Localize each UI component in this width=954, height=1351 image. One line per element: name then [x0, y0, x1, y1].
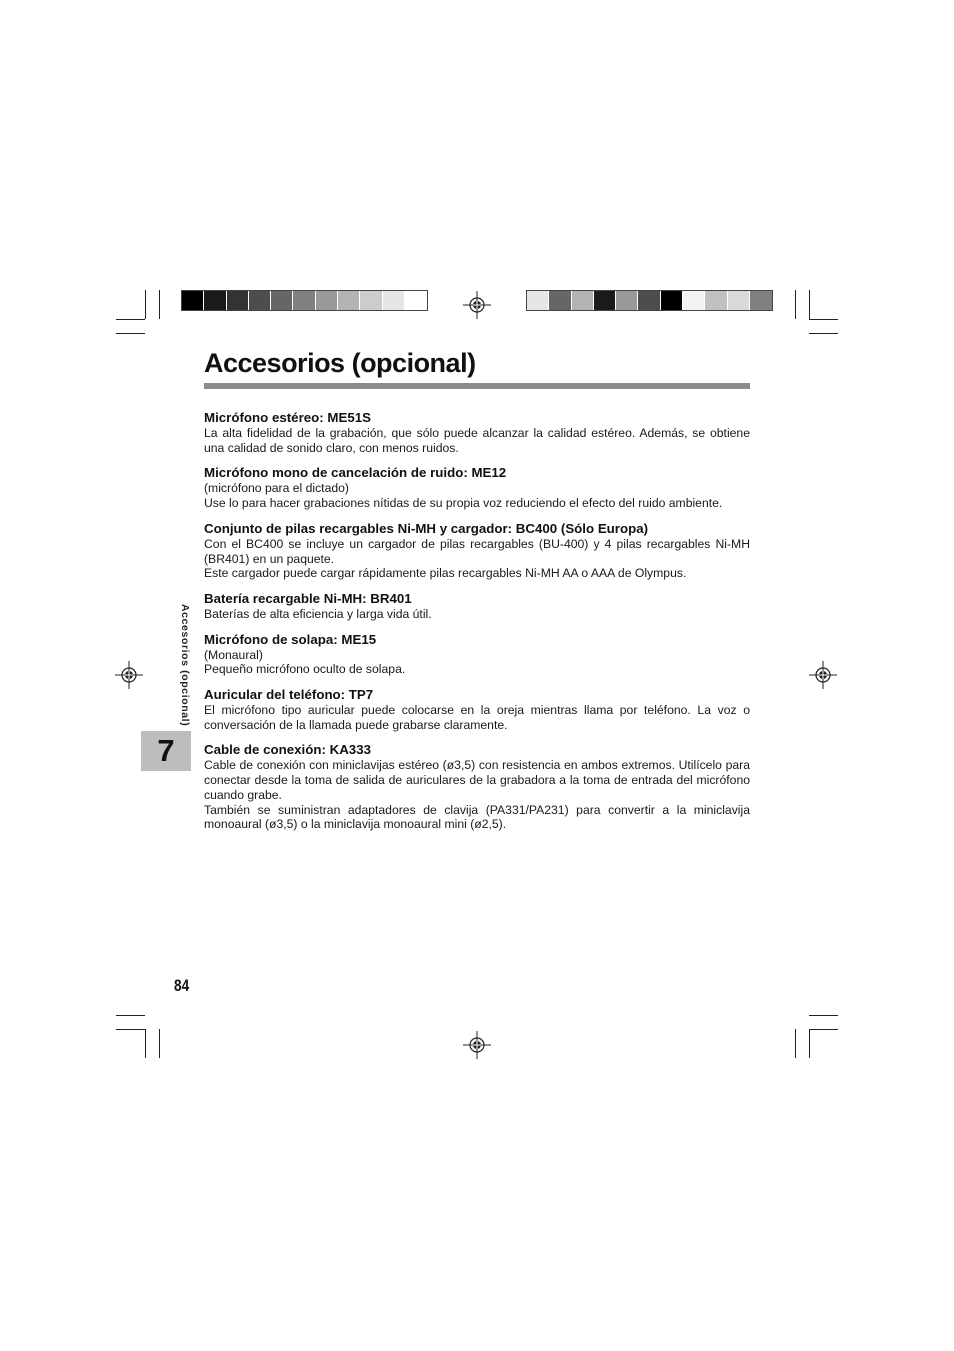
crop-mark [145, 1029, 146, 1058]
chapter-tab [141, 731, 191, 771]
accessory-section [204, 409, 750, 455]
color-swatch [527, 291, 549, 310]
accessories-list [204, 409, 750, 841]
color-calibration-strip-right [526, 290, 773, 311]
accessory-description: Use lo para hacer grabaciones nítidas de su propia voz reduciendo el efecto del ruido ambiente. [204, 496, 723, 511]
color-swatch [594, 291, 616, 310]
crop-mark [116, 1015, 145, 1016]
crop-mark [159, 1029, 160, 1058]
crop-mark [809, 1029, 838, 1030]
color-swatch [249, 291, 271, 310]
color-swatch [661, 291, 683, 310]
color-swatch [360, 291, 382, 310]
title-underline [204, 383, 750, 389]
color-swatch [293, 291, 315, 310]
accessory-section [204, 590, 750, 622]
color-swatch [728, 291, 750, 310]
crop-mark [116, 333, 145, 334]
chapter-side-label: Accesorios (opcional) [179, 604, 191, 727]
page-title: Accesorios (opcional) [204, 348, 476, 378]
color-swatch [549, 291, 571, 310]
chapter-number: 7 [157, 733, 175, 768]
accessory-description: Baterías de alta eficiencia y larga vida útil. [204, 606, 432, 621]
crop-mark [159, 290, 160, 319]
crop-mark [809, 1029, 810, 1058]
accessory-section [204, 686, 750, 732]
accessory-heading: Conjunto de pilas recargables Ni-MH y cargador: BC400 (Sólo Europa) [204, 520, 649, 536]
accessory-description: También se suministran adaptadores de clavija (PA331/PA231) para convertir a la miniclavija monoaural (ø3,5) o la miniclavija monoaural mini (ø2,5). [204, 802, 750, 832]
color-swatch [705, 291, 727, 310]
color-swatch [271, 291, 293, 310]
color-calibration-strip-left [181, 290, 428, 311]
crop-mark [809, 290, 810, 319]
crop-mark [809, 319, 838, 320]
color-swatch [338, 291, 360, 310]
accessory-description: Pequeño micrófono oculto de solapa. [204, 662, 406, 677]
page-number: 84 [174, 976, 190, 995]
color-swatch [638, 291, 660, 310]
accessory-section [204, 464, 750, 510]
color-swatch [383, 291, 405, 310]
crop-mark [145, 290, 146, 319]
accessory-description: Con el BC400 se incluye un cargador de pilas recargables (BU-400) y 4 pilas recargables Ni-MH (BR401) en un paquete. [204, 536, 750, 566]
accessory-section [204, 631, 750, 677]
registration-mark-icon [463, 291, 491, 319]
crop-mark [809, 333, 838, 334]
accessory-heading: Micrófono de solapa: ME15 [204, 631, 377, 647]
registration-mark-icon [115, 661, 143, 689]
color-swatch [204, 291, 226, 310]
color-swatch [405, 291, 427, 310]
accessory-section [204, 741, 750, 832]
crop-mark [795, 1029, 796, 1058]
color-swatch [182, 291, 204, 310]
registration-mark-icon [463, 1031, 491, 1059]
registration-mark-icon [809, 661, 837, 689]
accessory-heading: Cable de conexión: KA333 [204, 742, 371, 758]
accessory-section [204, 520, 750, 581]
color-swatch [683, 291, 705, 310]
color-swatch [227, 291, 249, 310]
crop-mark [116, 1029, 145, 1030]
accessory-description: Este cargador puede cargar rápidamente pilas recargables Ni-MH AA o AAA de Olympus. [204, 566, 687, 581]
color-swatch [750, 291, 772, 310]
accessory-description: La alta fidelidad de la grabación, que sólo puede alcanzar la calidad estéreo. Además, se obtiene una calidad de sonido claro, con menos ruidos. [204, 426, 750, 455]
accessory-description: (Monaural) [204, 647, 263, 662]
color-swatch [616, 291, 638, 310]
accessory-heading: Micrófono mono de cancelación de ruido: ME12 [204, 465, 507, 481]
crop-mark [795, 290, 796, 319]
color-swatch [572, 291, 594, 310]
accessory-description: Cable de conexión con miniclavijas estéreo (ø3,5) con resistencia en ambos extremos. Utilícelo para conectar desde la toma de salida de auriculares de la grabadora a la toma de entrada del micrófono cuando grabe. [204, 758, 750, 802]
crop-mark [116, 319, 145, 320]
accessory-heading: Micrófono estéreo: ME51S [204, 410, 371, 425]
crop-mark [809, 1015, 838, 1016]
accessory-heading: Auricular del teléfono: TP7 [204, 687, 374, 703]
color-swatch [316, 291, 338, 310]
accessory-heading: Batería recargable Ni-MH: BR401 [204, 590, 412, 606]
accessory-description: (micrófono para el dictado) [204, 481, 349, 496]
accessory-description: El micrófono tipo auricular puede colocarse en la oreja mientras llama por teléfono. La voz o conversación de la llamada puede grabarse claramente. [204, 703, 750, 732]
